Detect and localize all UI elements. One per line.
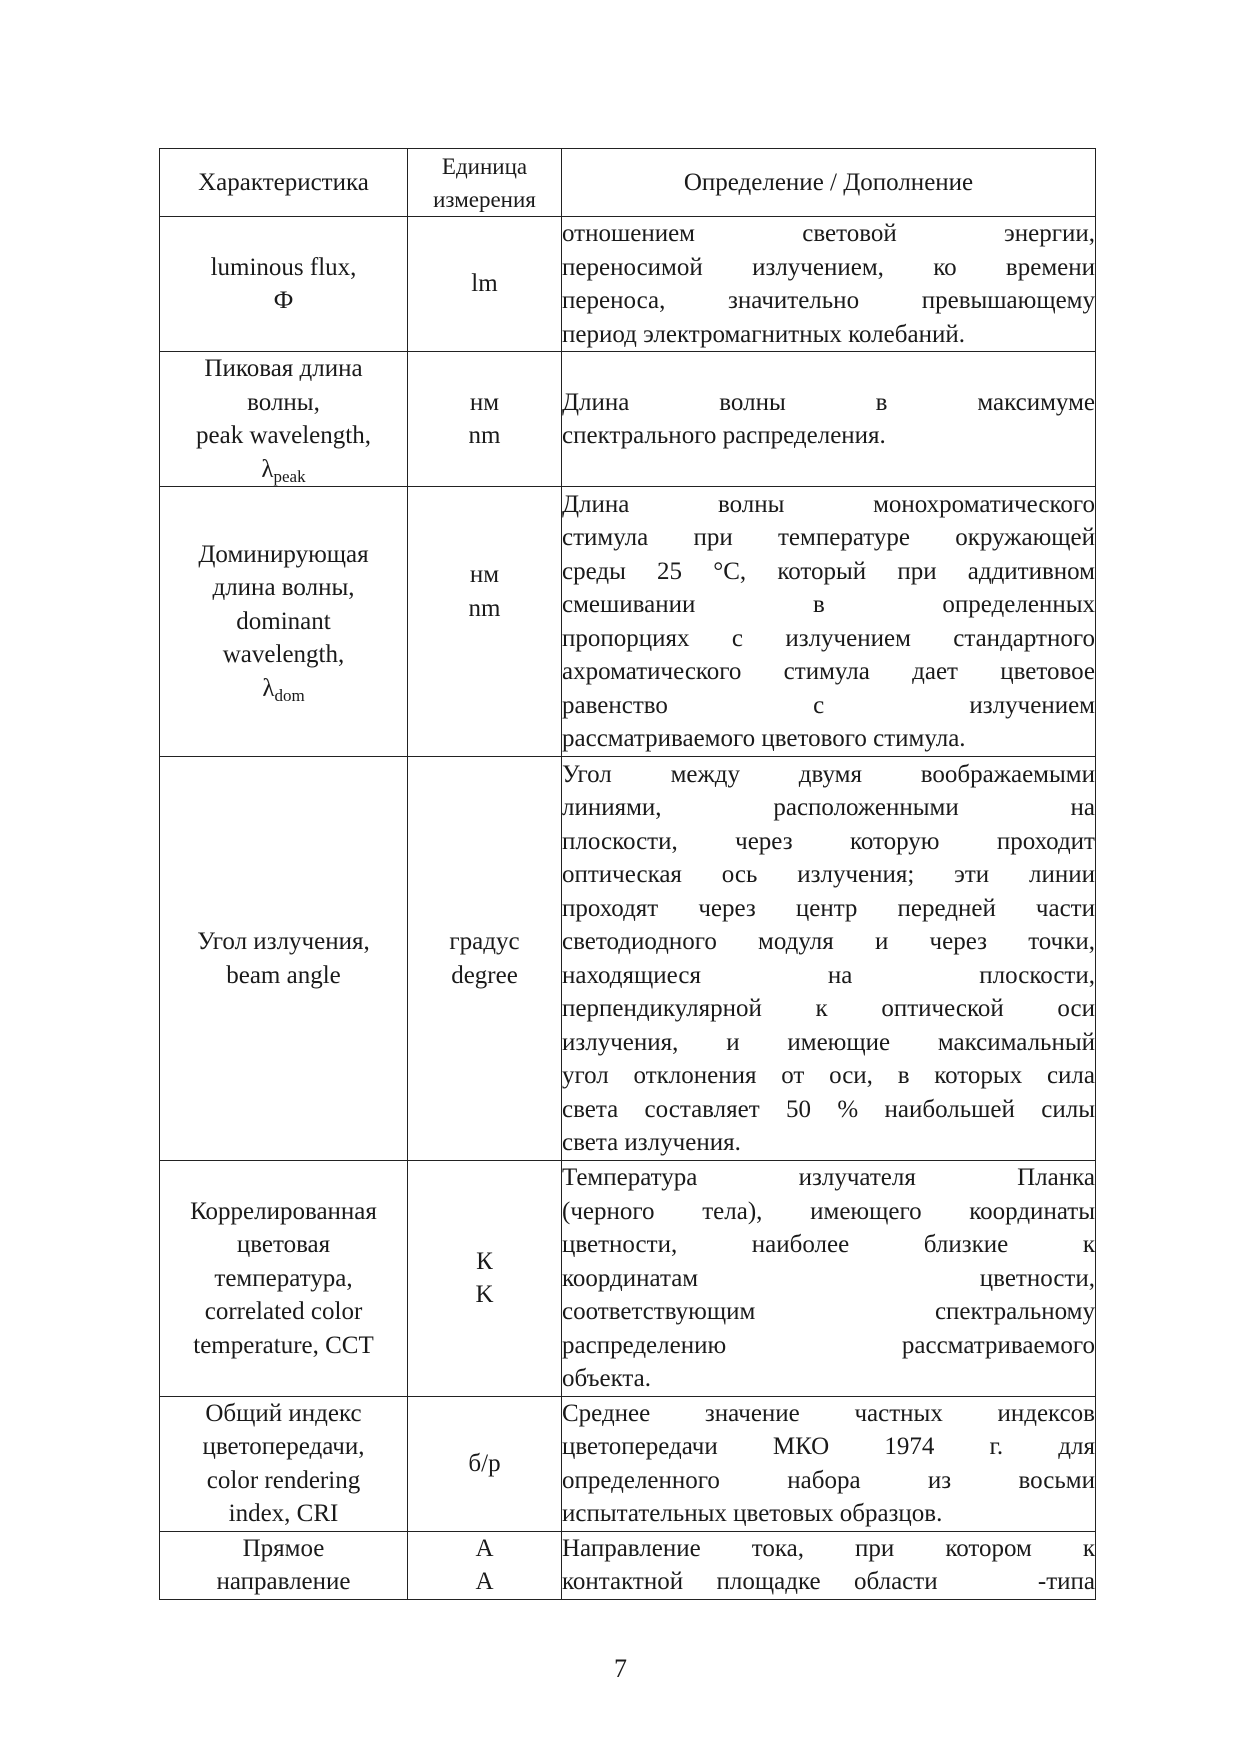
unit-line: К [476, 1247, 493, 1275]
definition-line: соответствующим спектральному [562, 1298, 1095, 1325]
symbol-letter: λ [262, 674, 275, 702]
characteristic-line: peak wavelength, [196, 422, 371, 449]
header-characteristic: Характеристика [160, 149, 408, 217]
definition-cell [562, 1531, 1096, 1599]
header-definition: Определение / Дополнение [562, 149, 1096, 217]
characteristic-cell [160, 1396, 408, 1531]
unit-line: nm [468, 594, 501, 622]
table-row [160, 487, 1096, 757]
definition-line: угол отклонения от оси, в которых сила [562, 1062, 1095, 1089]
page-number: 7 [614, 1654, 627, 1683]
table-row [160, 1161, 1096, 1397]
symbol-subscript: dom [274, 685, 305, 705]
definition-line: смешивании в определенных [562, 591, 1095, 618]
definition-line: Направление тока, при котором к [562, 1534, 1095, 1562]
definition-line: контактной площадке области -типа [562, 1568, 1095, 1595]
characteristic-cell [160, 1161, 408, 1397]
unit-cell [408, 487, 562, 757]
definition-line: Угол между двумя воображаемыми [562, 760, 1095, 788]
unit-line: градус [449, 928, 520, 955]
definition-line: равенство с излучением [562, 691, 1095, 719]
characteristic-line: Общий индекс [205, 1399, 362, 1427]
definition-line: ахроматического стимула дает цветовое [562, 658, 1095, 685]
characteristic-line: длина волны, [212, 574, 355, 602]
definition-cell [562, 487, 1096, 757]
characteristic-line: correlated color [204, 1298, 363, 1325]
unit-line: нм [469, 388, 500, 416]
definition-cell [562, 352, 1096, 487]
unit-cell [408, 1161, 562, 1397]
characteristic-line: color rendering [206, 1466, 361, 1494]
characteristic-line: Прямое [242, 1534, 325, 1562]
definition-cell [562, 1396, 1096, 1531]
unit-line: A [475, 1568, 494, 1595]
definition-line: переноса, значительно превышающему [562, 287, 1095, 314]
definition-line: Среднее значение частных индексов [562, 1399, 1095, 1427]
characteristic-line: Коррелированная [190, 1197, 377, 1225]
characteristic-cell [160, 352, 408, 487]
symbol-letter: λ [261, 455, 274, 483]
characteristic-line: температура, [214, 1264, 353, 1292]
definition-line: (черного тела), имеющего координаты [562, 1197, 1095, 1225]
definition-line: переносимой излучением, ко времени [562, 253, 1095, 281]
definition-line: отношением световой энергии, [562, 220, 1095, 247]
definition-line: света излучения. [562, 1129, 741, 1156]
definition-line: рассматриваемого цветового стимула. [562, 725, 966, 752]
characteristic-line: Доминирующая [198, 540, 369, 568]
unit-line: нм [469, 561, 500, 588]
unit-cell [408, 1531, 562, 1599]
unit-line: А [475, 1534, 494, 1562]
characteristic-cell [160, 217, 408, 352]
unit-line: б/р [468, 1449, 501, 1477]
characteristic-line: temperature, CCT [193, 1331, 374, 1359]
table-row [160, 352, 1096, 487]
characteristic-cell [160, 487, 408, 757]
definition-line: цветности, наиболее близкие к [562, 1231, 1095, 1258]
unit-cell [408, 217, 562, 352]
definition-line: пропорциях с излучением стандартного [562, 624, 1095, 652]
characteristic-line: Угол излучения, [197, 928, 370, 955]
definition-line: среды 25 °С, который при аддитивном [562, 557, 1095, 585]
table-row [160, 757, 1096, 1161]
characteristic-line: beam angle [226, 961, 341, 989]
definition-line: объекта. [562, 1365, 652, 1392]
definition-line: оптическая ось излучения; эти линии [562, 861, 1095, 888]
definition-line: линиями, расположенными на [562, 794, 1095, 821]
unit-line: K [475, 1281, 494, 1309]
header-unit-line2: измерения [433, 186, 536, 212]
characteristic-line: wavelength, [222, 641, 345, 669]
symbol [160, 672, 407, 706]
unit-cell [408, 757, 562, 1161]
symbol-subscript: peak [273, 466, 306, 486]
characteristic-cell [160, 1531, 408, 1599]
characteristic-line: luminous flux, [210, 253, 357, 281]
unit-line: degree [451, 961, 518, 989]
definition-cell [562, 757, 1096, 1161]
definition-line: координатам цветности, [562, 1264, 1095, 1292]
definition-line: стимула при температуре окружающей [562, 524, 1095, 551]
characteristic-line: направление [216, 1568, 351, 1595]
table-row [160, 1531, 1096, 1599]
definition-line: период электромагнитных колебаний. [562, 320, 965, 348]
definition-line: плоскости, через которую проходит [562, 827, 1095, 855]
definition-line: Длина волны в максимуме [562, 388, 1095, 416]
unit-line: nm [468, 422, 501, 449]
symbol [160, 453, 407, 487]
characteristic-line: волны, [247, 388, 320, 416]
unit-cell [408, 1396, 562, 1531]
header-unit-line1: Единица [441, 153, 528, 179]
characteristic-line: Пиковая длина [204, 355, 363, 382]
definition-line: Температура излучателя Планка [562, 1164, 1095, 1191]
definition-line: испытательных цветовых образцов. [562, 1500, 943, 1527]
definition-line: определенного набора из восьми [562, 1466, 1095, 1494]
characteristic-line: цветопередачи, [202, 1433, 365, 1460]
characteristic-line: цветовая [236, 1231, 331, 1258]
definition-line: Длина волны монохроматического [562, 490, 1095, 518]
definition-line: излучения, и имеющие максимальный [562, 1028, 1095, 1056]
characteristic-line: dominant [236, 607, 331, 635]
definition-cell [562, 217, 1096, 352]
definition-line: светодиодного модуля и через точки, [562, 928, 1095, 955]
characteristic-line: index, CRI [228, 1500, 339, 1527]
definition-line: перпендикулярной к оптической оси [562, 995, 1095, 1022]
table-row [160, 217, 1096, 352]
definition-line: находящиеся на плоскости, [562, 961, 1095, 989]
definitions-table [159, 148, 1096, 1600]
table-row [160, 1396, 1096, 1531]
characteristic-line: Ф [273, 287, 294, 314]
definition-line: распределению рассматриваемого [562, 1331, 1095, 1359]
definition-line: спектрального распределения. [562, 422, 886, 449]
definition-line: света составляет 50 % наибольшей силы [562, 1095, 1095, 1123]
unit-cell [408, 352, 562, 487]
unit-line: lm [471, 270, 498, 298]
header-unit [408, 149, 562, 217]
definition-line: цветопередачи МКО 1974 г. для [562, 1433, 1095, 1460]
characteristic-cell [160, 757, 408, 1161]
definition-cell [562, 1161, 1096, 1397]
definition-line: проходят через центр передней части [562, 894, 1095, 922]
